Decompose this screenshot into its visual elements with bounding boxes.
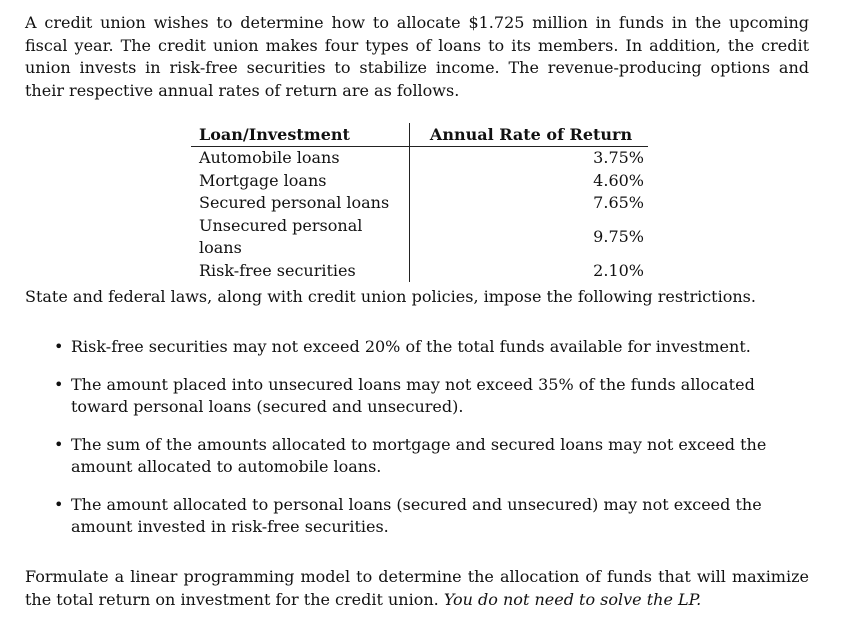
restrictions-list — [52, 336, 812, 554]
restrictions-intro: State and federal laws, along with credit union policies, impose the following restrictions. — [25, 287, 756, 306]
closing-paragraph — [25, 566, 809, 611]
loan-name: Mortgage loans — [191, 170, 410, 193]
loan-rate: 9.75% — [593, 226, 644, 246]
header-loan-investment: Loan/Investment — [191, 123, 410, 147]
table-row — [191, 170, 648, 193]
restriction-text: The amount placed into unsecured loans may not exceed 35% of the funds allocated toward personal loans (secured and unsecured). — [71, 374, 755, 416]
loan-rate: 7.65% — [593, 193, 644, 212]
loan-name: Risk-free securities — [191, 260, 410, 283]
list-item — [52, 434, 812, 479]
loan-name: Unsecured personal loans — [191, 215, 410, 260]
bullet-icon: • — [54, 337, 64, 356]
closing-note: You do not need to solve the LP. — [443, 589, 702, 609]
loan-name: Secured personal loans — [191, 192, 410, 215]
loan-rate: 2.10% — [593, 260, 644, 280]
table-row — [191, 147, 648, 170]
restriction-text: The sum of the amounts allocated to mortgage and secured loans may not exceed the amount allocated to automobile loans. — [71, 434, 767, 476]
header-annual-rate: Annual Rate of Return — [410, 123, 649, 147]
bullet-icon: • — [54, 374, 64, 394]
loan-rate: 4.60% — [593, 170, 644, 190]
closing-text: Formulate a linear programming model to determine the allocation of funds that will maximize the total return on investment for the credit union. — [25, 567, 809, 609]
loan-rate: 3.75% — [593, 148, 644, 167]
intro-paragraph: A credit union wishes to determine how to allocate $1.725 million in funds in the upcoming fiscal year. The credit union makes four types of loans to its members. In addition, the credit union invests in risk-free securities to stabilize income. The revenue-producing options and their respective annual rates of return are as follows. — [25, 13, 809, 100]
bullet-icon: • — [54, 434, 64, 454]
table-row — [191, 260, 648, 283]
list-item — [52, 494, 812, 539]
restriction-text: The amount allocated to personal loans (secured and unsecured) may not exceed the amount invested in risk-free securities. — [71, 494, 762, 536]
list-item — [52, 374, 812, 419]
rates-table — [191, 123, 648, 282]
table-row — [191, 215, 648, 260]
loan-name: Automobile loans — [191, 147, 410, 170]
bullet-icon: • — [54, 494, 64, 514]
restriction-text: Risk-free securities may not exceed 20% of the total funds available for investment. — [71, 337, 751, 356]
table-row — [191, 192, 648, 215]
list-item — [52, 336, 812, 359]
table-header-row — [191, 123, 648, 147]
